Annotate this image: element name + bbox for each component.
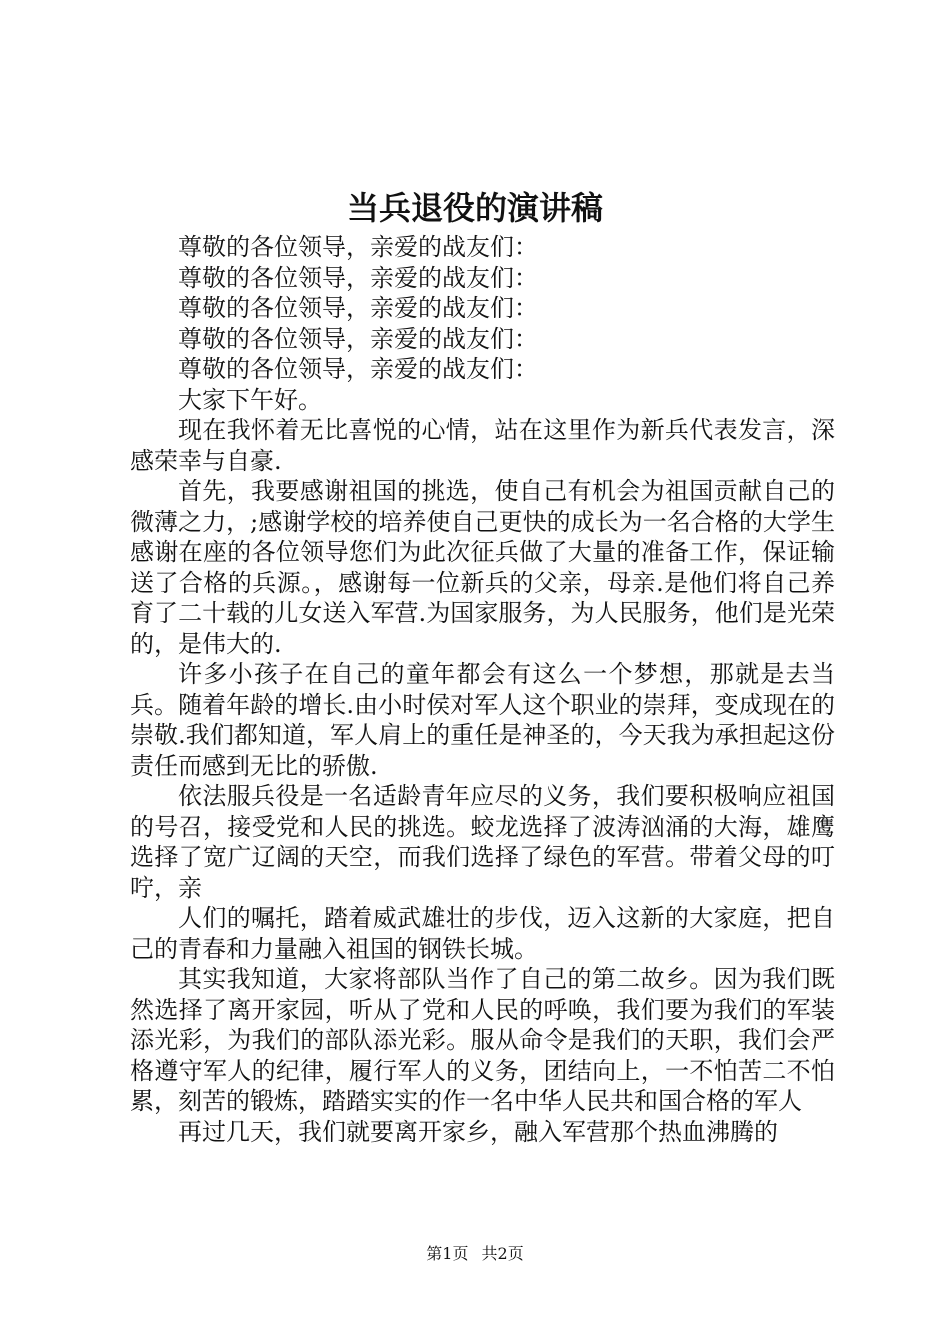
paragraph-hello: 大家下午好。 (178, 385, 322, 414)
page-footer (0, 1243, 950, 1265)
paragraph-greeting-5: 尊敬的各位领导，亲爱的战友们： (178, 355, 538, 383)
paragraph-entrust: 人们的嘱托，踏着威武雄壮的步伐，迈入这新的大家庭，把自己的青春和力量融入祖国的钢铁长城。 (130, 904, 835, 963)
paragraph-duty: 依法服兵役是一名适龄青年应尽的义务，我们要积极响应祖国的号召，接受党和人民的挑选。蛟龙选择了波涛汹涌的大海，雄鹰选择了宽广辽阔的天空，而我们选择了绿色的军营。带着父母的叮咛，亲 (130, 782, 835, 902)
paragraph-greeting-4: 尊敬的各位领导，亲爱的战友们： (178, 324, 538, 353)
page-number: 第1页 (426, 1244, 469, 1263)
paragraph-departure: 再过几天，我们就要离开家乡，融入军营那个热血沸腾的 (178, 1117, 778, 1146)
document-title: 当兵退役的演讲稿 (346, 189, 603, 227)
paragraph-intro: 现在我怀着无比喜悦的心情，站在这里作为新兵代表发言，深感荣幸与自豪. (130, 416, 835, 475)
document-body (130, 232, 835, 1147)
paragraph-hometown: 其实我知道，大家将部队当作了自己的第二故乡。因为我们既然选择了离开家园，听从了党和人民的呼唤，我们要为我们的军装添光彩，为我们的部队添光彩。服从命令是我们的天职，我们会严格遵守军人的纪律，履行军人的义务，团结向上，一不怕苦二不怕累，刻苦的锻炼，踏踏实实的作一名中华人民共和国合格的军人 (130, 965, 835, 1115)
paragraph-greeting-3: 尊敬的各位领导，亲爱的战友们： (178, 294, 538, 322)
paragraph-dream: 许多小孩子在自己的童年都会有这么一个梦想，那就是去当兵。随着年龄的增长.由小时侯对军人这个职业的崇拜，变成现在的崇敬.我们都知道，军人肩上的重任是神圣的，今天我为承担起这份责任而感到无比的骄傲. (130, 660, 835, 780)
paragraph-greeting-1: 尊敬的各位领导，亲爱的战友们： (178, 233, 538, 261)
paragraph-thanks: 首先，我要感谢祖国的挑选，使自己有机会为祖国贡献自己的微薄之力，;感谢学校的培养使自己更快的成长为一名合格的大学生感谢在座的各位领导您们为此次征兵做了大量的准备工作，保证输送了合格的兵源。，感谢每一位新兵的父亲，母亲.是他们将自己养育了二十载的儿女送入军营.为国家服务，为人民服务，他们是光荣的，是伟大的. (130, 477, 835, 658)
page-total: 共2页 (481, 1244, 524, 1263)
paragraph-greeting-2: 尊敬的各位领导，亲爱的战友们： (178, 263, 538, 292)
